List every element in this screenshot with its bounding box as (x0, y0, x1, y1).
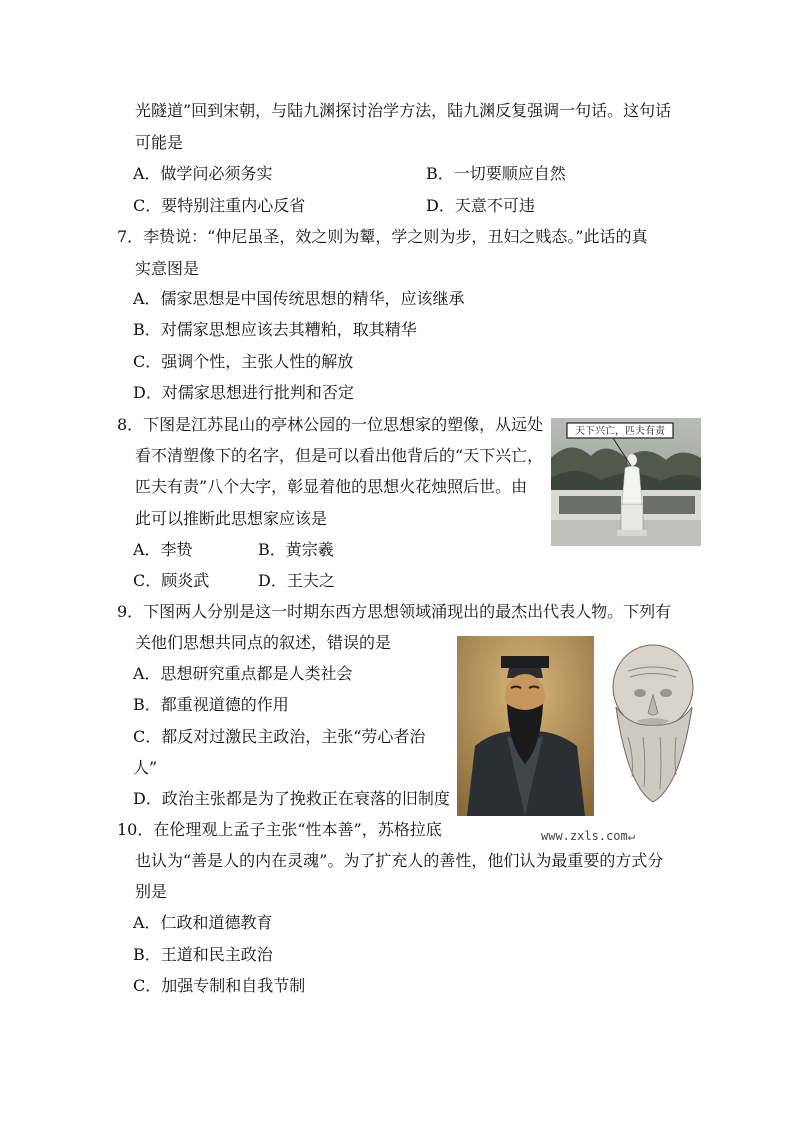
q6-option-b: B．一切要顺应自然 (426, 164, 566, 183)
q9-stem-2: 关他们思想共同点的叙述，错误的是 (135, 633, 392, 652)
q7-option-c: C．强调个性，主张人性的解放 (133, 352, 354, 371)
q8-option-c: C．顾炎武 (133, 571, 210, 590)
q6-stem-end: 可能是 (135, 133, 184, 152)
q8-stem: 8．下图是江苏昆山的亭林公园的一位思想家的塑像，从远处 (117, 415, 544, 434)
q8-stem-2: 看不清塑像下的名字，但是可以看出他背后的“天下兴亡， (135, 446, 544, 465)
q9-option-b: B．都重视道德的作用 (133, 695, 289, 714)
q9-option-d: D．政治主张都是为了挽救正在衰落的旧制度 (133, 789, 450, 808)
q10-option-c: C．加强专制和自我节制 (133, 976, 306, 995)
q7-option-d: D．对儒家思想进行批判和否定 (133, 383, 354, 402)
confucius-portrait (457, 636, 594, 816)
socrates-bust (598, 637, 701, 817)
q8-option-b: B．黄宗羲 (258, 540, 334, 559)
q10-option-b: B．王道和民主政治 (133, 945, 273, 964)
q10-option-a: A．仁政和道德教育 (133, 913, 273, 932)
statue-sign-text: 天下兴亡，匹夫有责 (575, 426, 665, 437)
q6-stem-continuation: 光隧道”回到宋朝，与陆九渊探讨治学方法，陆九渊反复强调一句话。这句话 (135, 101, 672, 120)
q10-stem-3: 别是 (135, 882, 168, 901)
q8-option-d: D．王夫之 (258, 571, 335, 590)
q8-stem-4: 此可以推断此思想家应该是 (135, 509, 328, 528)
q9-option-a: A．思想研究重点都是人类社会 (133, 664, 353, 683)
q9-stem: 9．下图两人分别是这一时期东西方思想领域涌现出的最杰出代表人物。下列有 (117, 602, 672, 621)
q7-stem: 7．李贽说：“仲尼虽圣，效之则为颦，学之则为步，丑妇之贱态。”此话的真 (117, 227, 648, 246)
q7-option-a: A．儒家思想是中国传统思想的精华，应该继承 (133, 289, 465, 308)
q7-option-b: B．对儒家思想应该去其糟粕，取其精华 (133, 320, 417, 339)
q9-option-c-cont: 人” (133, 758, 158, 777)
q6-option-c: C．要特别注重内心反省 (133, 196, 306, 215)
q6-option-d: D．天意不可违 (426, 196, 535, 215)
statue-photo (551, 418, 701, 546)
q7-stem-end: 实意图是 (135, 259, 200, 278)
figure-watermark-caption: www.zxls.com↵ (541, 829, 635, 843)
q10-stem-2: 也认为“善是人的内在灵魂”。为了扩充人的善性，他们认为最重要的方式分 (135, 851, 664, 870)
q9-option-c: C．都反对过激民主政治，主张“劳心者治 (133, 727, 426, 746)
q8-stem-3: 匹夫有责”八个大字，彰显着他的思想火花烛照后世。由 (135, 477, 528, 496)
q8-option-a: A．李贽 (133, 540, 193, 559)
q6-option-a: A．做学问必须务实 (133, 164, 273, 183)
q10-stem: 10．在伦理观上孟子主张“性本善”，苏格拉底 (117, 820, 442, 839)
